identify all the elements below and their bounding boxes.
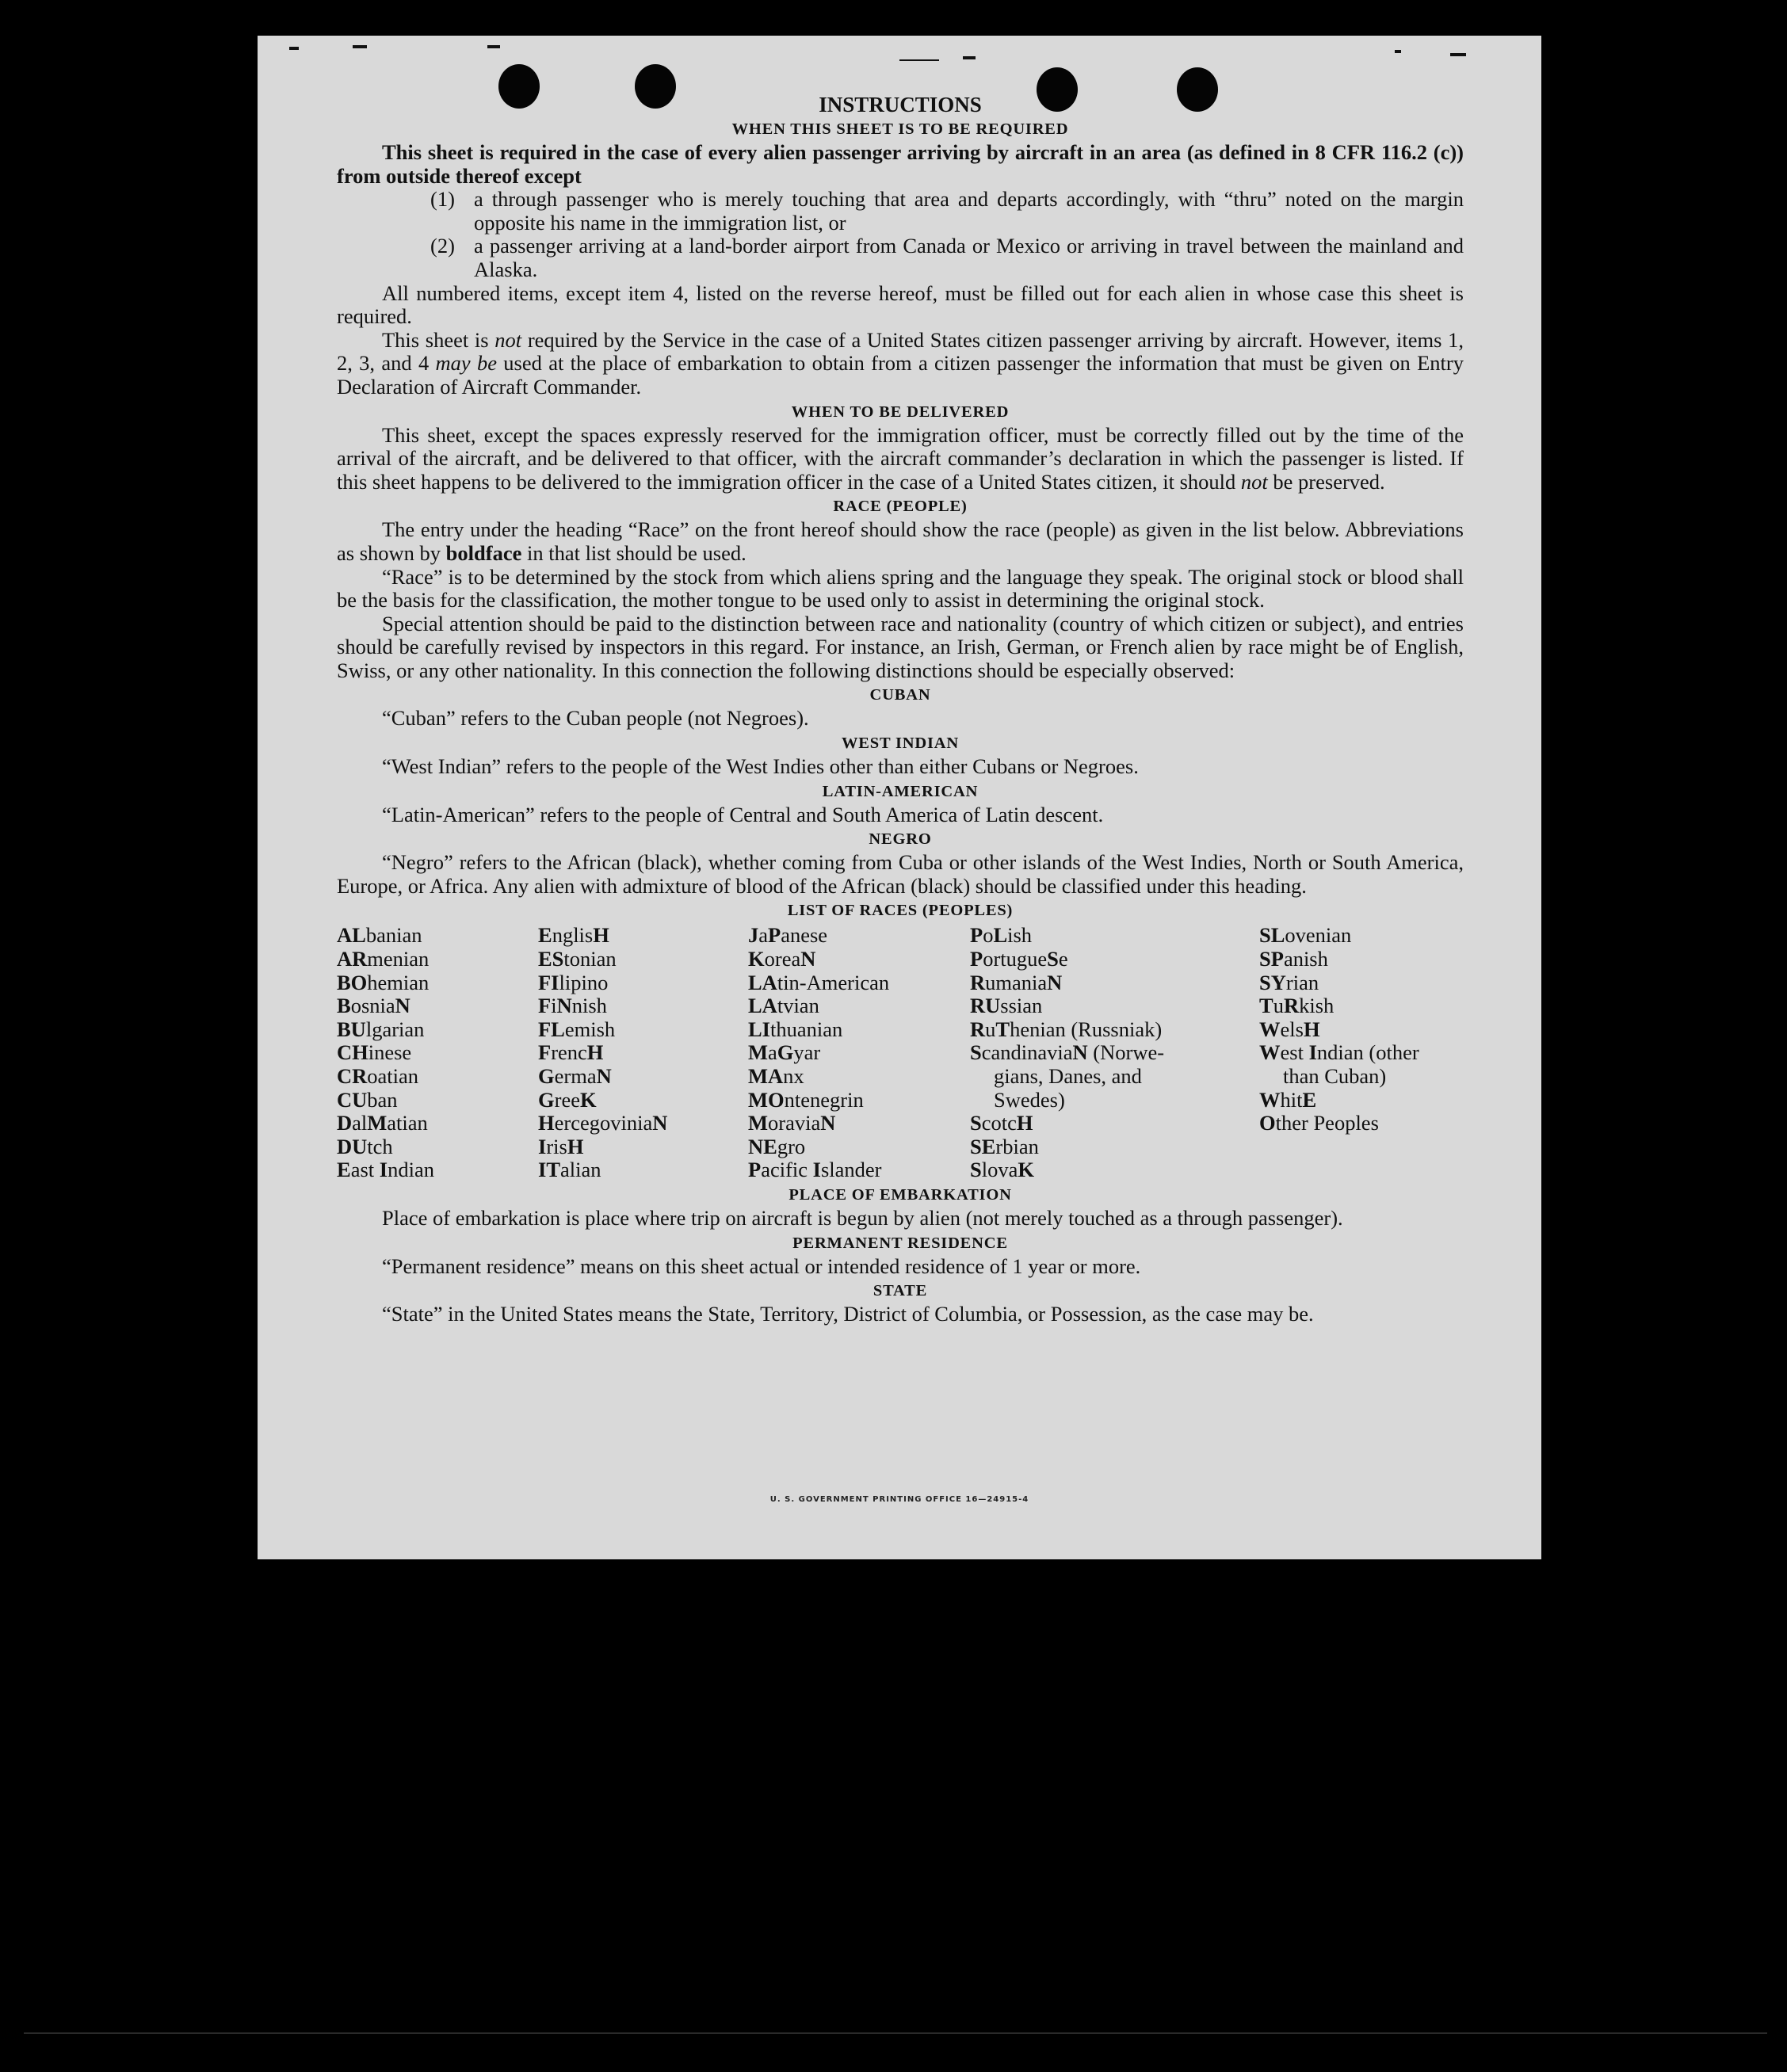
race-text: est <box>1280 1040 1309 1065</box>
section-heading-residence: PERMANENT RESIDENCE <box>792 1234 1008 1252</box>
race-abbreviation: T <box>995 1017 1010 1041</box>
page-title: INSTRUCTIONS <box>819 93 982 116</box>
race-entry <box>1259 1112 1464 1135</box>
race-abbreviation: CH <box>337 1040 368 1065</box>
race-text: ish <box>1007 923 1033 948</box>
race-entry <box>970 1158 1259 1182</box>
race-abbreviation: I <box>1308 1040 1317 1065</box>
race-paragraph-1 <box>337 518 1464 565</box>
race-abbreviation: H <box>593 923 609 948</box>
scan-mark <box>1450 53 1466 56</box>
race-abbreviation: IT <box>538 1158 560 1182</box>
race-text: candinavia <box>981 1040 1073 1065</box>
race-text: thuanian <box>770 1017 843 1041</box>
race-paragraph-3: Special attention should be paid to the distinction between race and nationality (country of which citizen or subject), and entries should be carefully revised by inspectors in this regard. For instance, an Irish, German, or French alien by race might be of English, Swiss, or any other nationality. In this connection the following distinctions should be especially observed: <box>337 611 1464 682</box>
race-abbreviation: LA <box>748 970 777 994</box>
cuban-paragraph: “Cuban” refers to the Cuban people (not Negroes). <box>382 706 809 731</box>
race-text: nglis <box>552 923 594 948</box>
race-entry <box>1259 994 1464 1018</box>
citizen-text-em: may be <box>435 351 497 376</box>
scan-mark <box>1395 50 1401 53</box>
section-heading-state: STATE <box>872 1282 928 1300</box>
race-entry <box>538 924 748 948</box>
race-text: a <box>768 1040 777 1065</box>
race-abbreviation: F <box>538 1040 552 1065</box>
race-abbreviation: N <box>596 1064 612 1088</box>
scan-edge-line <box>24 2032 1767 2034</box>
section-heading-embarkation: PLACE OF EMBARKATION <box>788 1185 1012 1204</box>
race-entry <box>970 1018 1259 1042</box>
race-entry <box>538 971 748 995</box>
scan-mark <box>289 47 299 50</box>
race-abbreviation: E <box>1302 1087 1317 1112</box>
races-column <box>337 924 538 1182</box>
race-abbreviation: SY <box>1259 970 1286 994</box>
race-text: u <box>1273 994 1284 1018</box>
race-entry <box>1259 924 1464 948</box>
race-entry <box>337 1158 538 1182</box>
negro-paragraph: “Negro” refers to the African (black), whether coming from Cuba or other islands of the West Indies, North or South America, Europe, or Africa. Any alien with admixture of blood of the African (black) should be classified under this heading. <box>337 850 1464 898</box>
numbered-items-paragraph: All numbered items, except item 4, listed on the reverse hereof, must be filled out for each alien in whose case this sheet is required. <box>337 280 1464 329</box>
race-text-bold: boldface <box>445 540 522 565</box>
race-entry <box>1259 1041 1464 1065</box>
race-abbreviation: E <box>538 923 552 948</box>
race-abbreviation: CU <box>337 1087 368 1112</box>
race-abbreviation: H <box>586 1040 604 1065</box>
race-text: nx <box>783 1064 804 1088</box>
race-entry <box>538 1089 748 1112</box>
race-text: oatian <box>367 1064 419 1088</box>
race-text: ast <box>350 1158 380 1182</box>
race-abbreviation: E <box>337 1158 351 1182</box>
race-text: banian <box>365 923 422 948</box>
race-text: umania <box>985 970 1048 994</box>
race-entry <box>1259 1065 1464 1089</box>
race-abbreviation: K <box>748 947 765 971</box>
race-entry <box>1259 948 1464 971</box>
race-text: yar <box>793 1040 821 1065</box>
race-abbreviation: R <box>970 970 986 994</box>
section-heading-when-delivered: WHEN TO BE DELIVERED <box>791 403 1010 421</box>
race-text: gro <box>777 1134 806 1158</box>
race-abbreviation: S <box>970 1158 982 1182</box>
race-abbreviation: LI <box>748 1017 770 1041</box>
state-paragraph: “State” in the United States means the State, Territory, District of Columbia, or Possession, as the case may be. <box>382 1302 1314 1326</box>
race-abbreviation: H <box>1303 1017 1320 1041</box>
race-text-a: The entry under the heading “Race” on the front hereof should show the race (people) as given in the list below. Abbreviations as shown by <box>337 517 1464 565</box>
race-entry <box>970 924 1259 948</box>
race-entry <box>337 1041 538 1065</box>
race-text: ntenegrin <box>784 1087 864 1112</box>
race-text: ortugue <box>983 947 1048 971</box>
embarkation-paragraph: Place of embarkation is place where trip on aircraft is begun by alien (not merely touched as a through passenger). <box>382 1205 1343 1230</box>
race-entry <box>1259 971 1464 995</box>
race-paragraph-2: “Race” is to be determined by the stock from which aliens spring and the language they speak. The original stock or blood shall be the basis for the classification, the mother tongue to be used only to assist in determining the original stock. <box>337 564 1464 612</box>
race-entry <box>748 924 970 948</box>
race-abbreviation: N <box>800 947 816 971</box>
race-abbreviation: N <box>1072 1040 1088 1065</box>
race-entry <box>538 1158 748 1182</box>
race-entry <box>337 994 538 1018</box>
race-abbreviation: O <box>1259 1111 1276 1135</box>
race-text: tin-American <box>777 970 890 994</box>
race-entry <box>538 1135 748 1159</box>
citizen-paragraph <box>337 329 1464 399</box>
exception-text: a passenger arriving at a land-border airport from Canada or Mexico or arriving in travel between the mainland and Alaska. <box>474 234 1464 281</box>
race-abbreviation: T <box>1259 994 1273 1018</box>
race-abbreviation: MA <box>748 1064 784 1088</box>
race-text: alian <box>560 1158 601 1182</box>
race-abbreviation: AR <box>337 947 368 971</box>
race-entry <box>748 971 970 995</box>
races-column <box>970 924 1259 1182</box>
race-text: Swedes) <box>994 1087 1065 1112</box>
when-required-intro: This sheet is required in the case of every alien passenger arriving by aircraft in an area (as defined in 8 CFR 116.2 (c)) from outside thereof except <box>337 140 1464 188</box>
race-text: rian <box>1285 970 1319 994</box>
race-text: henian (Russniak) <box>1010 1017 1163 1041</box>
scan-mark <box>353 45 367 48</box>
list-of-races-heading: LIST OF RACES (PEOPLES) <box>787 902 1014 920</box>
race-abbreviation: RU <box>970 994 1001 1018</box>
race-entry <box>1259 1018 1464 1042</box>
race-abbreviation: N <box>556 994 572 1018</box>
race-text: lgarian <box>365 1017 425 1041</box>
race-text: hemian <box>367 970 430 994</box>
section-heading-negro: NEGRO <box>869 830 932 849</box>
exception-item-2 <box>337 235 1464 281</box>
scan-mark <box>899 59 939 61</box>
race-text: ndian (other <box>1316 1040 1419 1065</box>
race-abbreviation: G <box>538 1064 555 1088</box>
race-abbreviation: S <box>1047 947 1059 971</box>
race-text: ercegovinia <box>554 1111 653 1135</box>
race-abbreviation: ES <box>538 947 564 971</box>
races-list <box>337 924 1464 1182</box>
race-abbreviation: N <box>652 1111 668 1135</box>
race-text: cotc <box>981 1111 1017 1135</box>
race-entry <box>337 1065 538 1089</box>
race-abbreviation: SP <box>1259 947 1284 971</box>
race-abbreviation: K <box>1018 1158 1034 1182</box>
race-entry <box>337 971 538 995</box>
races-column <box>748 924 970 1182</box>
race-abbreviation: S <box>970 1111 982 1135</box>
race-entry <box>538 1041 748 1065</box>
race-text: ree <box>554 1087 580 1112</box>
race-entry <box>337 948 538 971</box>
race-abbreviation: I <box>812 1158 821 1182</box>
race-entry <box>970 1112 1259 1135</box>
race-text: ssian <box>1000 994 1043 1018</box>
west-indian-paragraph: “West Indian” refers to the people of the West Indies other than either Cubans or Negroes. <box>382 754 1139 779</box>
race-text: o <box>983 923 994 948</box>
race-entry <box>970 1041 1259 1065</box>
race-abbreviation: M <box>367 1111 388 1135</box>
exception-number: (1) <box>430 187 455 212</box>
section-heading-latin-american: LATIN-AMERICAN <box>822 782 979 800</box>
race-text: kish <box>1299 994 1335 1018</box>
document-sheet <box>258 36 1541 1559</box>
race-entry <box>748 1065 970 1089</box>
race-abbreviation: R <box>970 1017 986 1041</box>
race-text: ban <box>367 1087 398 1112</box>
race-text: inese <box>368 1040 412 1065</box>
race-abbreviation: M <box>748 1040 769 1065</box>
race-abbreviation: G <box>538 1087 555 1112</box>
delivery-text-em: not <box>1240 469 1268 494</box>
race-entry <box>337 924 538 948</box>
race-abbreviation: P <box>970 923 983 948</box>
race-abbreviation: G <box>777 1040 794 1065</box>
race-text: anish <box>1283 947 1328 971</box>
race-text: lova <box>981 1158 1018 1182</box>
race-abbreviation: SL <box>1259 923 1285 948</box>
race-abbreviation: BU <box>337 1017 366 1041</box>
delivery-text-a: This sheet, except the spaces expressly reserved for the immigration officer, must be correctly filled out by the time of the arrival of the aircraft, and be delivered to that officer, with the aircraft commander’s declaration in which the passenger is listed. If this sheet happens to be delivered to the immigration officer in the case of a United States citizen, it should <box>337 422 1464 494</box>
race-text: than Cuban) <box>1283 1064 1387 1088</box>
race-text: orea <box>764 947 801 971</box>
race-entry <box>538 948 748 971</box>
race-text: menian <box>367 947 430 971</box>
race-text: u <box>985 1017 996 1041</box>
race-entry <box>748 1018 970 1042</box>
race-abbreviation: K <box>579 1087 597 1112</box>
race-entry <box>970 971 1259 995</box>
race-abbreviation: P <box>768 923 781 948</box>
delivery-paragraph <box>337 424 1464 494</box>
race-text: (Norwe- <box>1087 1040 1165 1065</box>
race-text: lipino <box>559 970 609 994</box>
race-abbreviation: F <box>538 994 552 1018</box>
race-abbreviation: LA <box>748 994 777 1018</box>
race-text: emish <box>564 1017 616 1041</box>
section-heading-when-required: WHEN THIS SHEET IS TO BE REQUIRED <box>731 120 1069 138</box>
residence-paragraph: “Permanent residence” means on this sheet actual or intended residence of 1 year or more. <box>382 1254 1141 1278</box>
race-abbreviation: AL <box>337 923 366 948</box>
race-entry <box>748 1135 970 1159</box>
race-abbreviation: P <box>748 1158 762 1182</box>
race-text: tch <box>367 1134 393 1158</box>
race-entry <box>1259 1089 1464 1112</box>
race-entry <box>748 1112 970 1135</box>
race-abbreviation: N <box>395 994 410 1018</box>
race-abbreviation: BO <box>337 970 368 994</box>
race-text: tvian <box>777 994 819 1018</box>
scan-mark <box>487 45 500 48</box>
race-text: slander <box>820 1158 882 1182</box>
race-abbreviation: W <box>1259 1040 1281 1065</box>
race-abbreviation: MO <box>748 1087 785 1112</box>
citizen-text-em: not <box>494 327 522 352</box>
section-heading-cuban: CUBAN <box>869 686 931 704</box>
section-heading-west-indian: WEST INDIAN <box>842 735 959 753</box>
race-entry <box>748 1041 970 1065</box>
race-abbreviation: FI <box>538 970 559 994</box>
citizen-text-b: required by the Service in the case of a United States citizen passenger arriving by aircraft. However, items 1, 2, 3, and 4 <box>337 327 1464 376</box>
race-entry <box>748 948 970 971</box>
delivery-text-b: be preserved. <box>1267 469 1385 494</box>
race-abbreviation: DU <box>337 1134 368 1158</box>
race-text-b: in that list should be used. <box>521 540 746 565</box>
citizen-text-c: used at the place of embarkation to obtain from a citizen passenger the information that must be given on Entry Declaration of Aircraft Commander. <box>337 351 1464 399</box>
race-entry <box>970 1065 1259 1089</box>
races-column <box>1259 924 1464 1182</box>
race-entry <box>748 1089 970 1112</box>
printer-imprint: U. S. GOVERNMENT PRINTING OFFICE 16—24915-4 <box>769 1495 1029 1504</box>
race-abbreviation: R <box>1283 994 1300 1018</box>
race-text: osnia <box>350 994 395 1018</box>
race-abbreviation: I <box>538 1134 547 1158</box>
race-text: e <box>1058 947 1068 971</box>
race-entry <box>970 1089 1259 1112</box>
race-entry <box>337 1135 538 1159</box>
section-heading-race: RACE (PEOPLE) <box>833 498 968 516</box>
race-text: al <box>352 1111 368 1135</box>
race-abbreviation: J <box>748 923 759 948</box>
race-text: gians, Danes, and <box>994 1064 1142 1088</box>
race-entry <box>970 994 1259 1018</box>
race-abbreviation: B <box>337 994 351 1018</box>
race-abbreviation: D <box>337 1111 353 1135</box>
race-entry <box>538 1065 748 1089</box>
race-text: ther Peoples <box>1275 1111 1379 1135</box>
race-entry <box>970 948 1259 971</box>
race-text: hit <box>1280 1087 1303 1112</box>
exception-text: a through passenger who is merely touching that area and departs accordingly, with “thru” noted on the margin opposite his name in the immigration list, or <box>474 187 1464 235</box>
race-text: erma <box>554 1064 597 1088</box>
race-entry <box>748 1158 970 1182</box>
race-abbreviation: W <box>1259 1017 1281 1041</box>
race-text: ndian <box>388 1158 434 1182</box>
race-abbreviation: N <box>1047 970 1063 994</box>
race-entry <box>970 1135 1259 1159</box>
races-column <box>538 924 748 1182</box>
race-abbreviation: M <box>748 1111 769 1135</box>
race-text: ovenian <box>1285 923 1352 948</box>
race-text: nish <box>571 994 607 1018</box>
race-text: tonian <box>563 947 617 971</box>
race-abbreviation: L <box>993 923 1008 948</box>
exception-item-1 <box>337 188 1464 235</box>
race-text: anese <box>781 923 828 948</box>
race-text: oravia <box>768 1111 821 1135</box>
race-abbreviation: NE <box>748 1134 777 1158</box>
race-abbreviation: S <box>970 1040 982 1065</box>
race-text: i <box>551 994 557 1018</box>
race-entry <box>337 1112 538 1135</box>
latin-american-paragraph: “Latin-American” refers to the people of Central and South America of Latin descent. <box>382 802 1104 826</box>
race-text: ris <box>546 1134 567 1158</box>
race-text: a <box>758 923 769 948</box>
race-abbreviation: H <box>1016 1111 1033 1135</box>
race-abbreviation: N <box>820 1111 836 1135</box>
race-abbreviation: SE <box>970 1134 996 1158</box>
race-abbreviation: H <box>538 1111 555 1135</box>
exception-number: (2) <box>430 234 455 258</box>
race-entry <box>538 994 748 1018</box>
race-abbreviation: P <box>970 947 983 971</box>
race-text: els <box>1280 1017 1304 1041</box>
race-text: atian <box>387 1111 428 1135</box>
race-abbreviation: I <box>379 1158 388 1182</box>
race-entry <box>337 1018 538 1042</box>
race-abbreviation: W <box>1259 1087 1281 1112</box>
race-text: acific <box>761 1158 813 1182</box>
race-entry <box>337 1089 538 1112</box>
race-text: rbian <box>995 1134 1039 1158</box>
race-text: renc <box>551 1040 587 1065</box>
race-entry <box>748 994 970 1018</box>
race-entry <box>538 1018 748 1042</box>
citizen-text-a: This sheet is <box>382 327 495 352</box>
instructions-content <box>337 93 1464 1326</box>
race-abbreviation: CR <box>337 1064 368 1088</box>
race-entry <box>538 1112 748 1135</box>
race-abbreviation: H <box>567 1134 584 1158</box>
scan-mark <box>963 56 976 59</box>
race-abbreviation: FL <box>538 1017 565 1041</box>
